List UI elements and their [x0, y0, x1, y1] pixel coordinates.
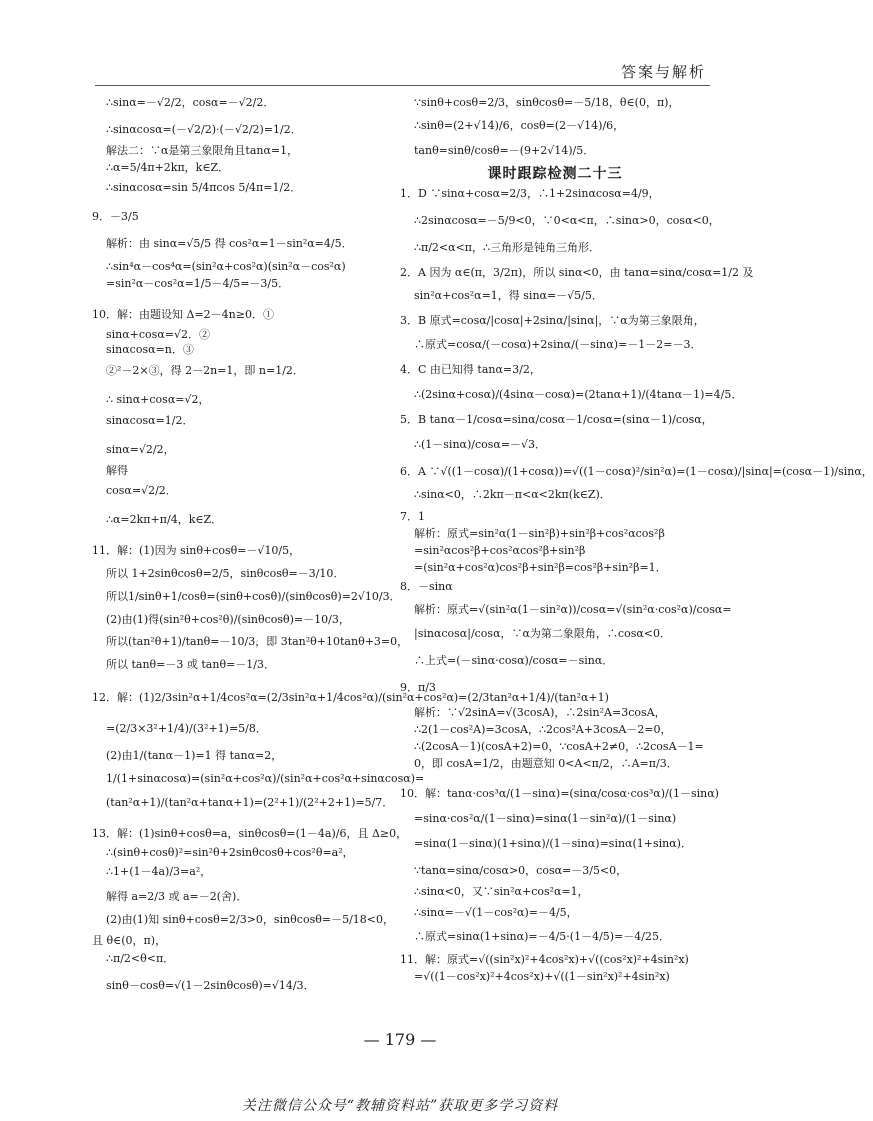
right-column-top — [400, 96, 710, 159]
solution-line: (2)由(1)得(sin²θ+cos²θ)/(sinθcosθ)=－10/3， — [106, 612, 350, 626]
solution-line: 0，即 cosA=1/2，由题意知 0<A<π/2，∴A=π/3． — [414, 756, 678, 770]
section-title: 课时跟踪检测二十三 — [487, 165, 623, 182]
solution-line: tanθ=sinθ/cosθ=－(9+2√14)/5． — [414, 143, 595, 157]
solution-line: (2)由1/(tanα－1)=1 得 tanα=2， — [106, 748, 283, 762]
solution-line: 解析：原式=sin²α(1－sin²β)+sin²β+cos²αcos²β — [414, 527, 665, 541]
solution-line: ∴上式=(－sinα·cosα)/cosα=－sinα． — [414, 654, 614, 668]
solution-line: (2)由(1)知 sinθ+cosθ=2/3>0，sinθcosθ=－5/18<0， — [106, 912, 394, 926]
solution-line: 4．C 由已知得 tanα=3/2， — [400, 363, 541, 377]
solution-line: 13．解：(1)sinθ+cosθ=a，sinθcosθ=(1－4a)/6，且 Δ≥0， — [92, 827, 408, 841]
solution-line: ∴sinα<0，又∵sin²α+cos²α=1， — [414, 884, 589, 898]
solution-line: sinα=√2/2， — [106, 442, 175, 456]
solution-line: ∴sinα=－√(1－cos²α)=－4/5， — [414, 905, 578, 919]
solution-line: ∴2sinαcosα=－5/9<0，∵0<α<π，∴sinα>0，cosα<0， — [414, 214, 720, 228]
solution-line: 8．－sinα — [400, 579, 453, 593]
solution-line: 解析：∵√2sinA=√(3cosA)，∴2sin²A=3cosA， — [414, 705, 666, 719]
solution-line: sinθ－cosθ=√(1－2sinθcosθ)=√14/3． — [106, 979, 315, 993]
solution-line: =sinα(1－sinα)(1+sinα)/(1－sinα)=sinα(1+sinα)． — [414, 837, 692, 851]
solution-line: 10．解：由题设知 Δ=2－4n≥0．① — [92, 307, 274, 321]
solution-line: ∴ sinα+cosα=√2， — [106, 392, 210, 406]
solution-line: =sin²α－cos²α=1/5－4/5=－3/5． — [106, 276, 290, 290]
right-column — [400, 96, 873, 985]
solution-line: ∴(2sinα+cosα)/(4sinα－cosα)=(2tanα+1)/(4tanα－1)=4/5． — [414, 388, 743, 402]
solution-line: ∴sinθ=(2+√14)/6，cosθ=(2－√14)/6， — [414, 118, 625, 132]
solution-line: 解得 a=2/3 或 a=－2(舍)． — [106, 889, 248, 903]
footer-note: 关注微信公众号“教辅资料站”获取更多学习资料 — [241, 1098, 559, 1114]
solution-line: ∴α=5/4π+2kπ，k∈Z． — [106, 160, 230, 174]
solution-line: ∴π/2<α<π，∴三角形是钝角三角形． — [414, 241, 601, 255]
solution-line: =sin²αcos²β+cos²αcos²β+sin²β — [414, 544, 586, 558]
solution-line: 解得 — [106, 463, 128, 477]
solution-line: ∴原式=sinα(1+sinα)=－4/5·(1－4/5)=－4/25． — [414, 930, 670, 944]
solution-line: 3．B 原式=cosα/|cosα|+2sinα/|sinα|，∵α为第三象限角， — [400, 313, 705, 327]
solution-line: sinα+cosα=√2．② — [106, 328, 210, 342]
solution-line: ∴π/2<θ<π． — [106, 952, 175, 966]
solution-line: ∴原式=cosα/(－cosα)+2sinα/(－sinα)=－1－2=－3． — [414, 338, 702, 352]
solution-line: cosα=√2/2． — [106, 484, 177, 498]
solution-line: sin²α+cos²α=1，得 sinα=－√5/5． — [414, 288, 603, 302]
solution-line: 1/(1+sinαcosα)=(sin²α+cos²α)/(sin²α+cos²α+sinαcosα)= — [106, 771, 425, 785]
solution-line: ∴(1－sinα)/cosα=－√3． — [414, 437, 547, 451]
solution-line: =(sin²α+cos²α)cos²β+sin²β=cos²β+sin²β=1． — [414, 560, 667, 574]
solution-line: ∵sinθ+cosθ=2/3，sinθcosθ=－5/18，θ∈(0，π)， — [414, 96, 680, 109]
solution-line: ②²－2×③，得 2－2n=1，即 n=1/2． — [106, 364, 304, 378]
solution-line: |sinαcosα|/cosα，∵α为第二象限角，∴cosα<0． — [414, 627, 672, 641]
solution-line: 12．解：(1)2/3sin²α+1/4cos²α=(2/3sin²α+1/4cos²α)/(sin²α+cos²α)=(2/3tan²α+1/4)/(tan²α+1) — [92, 691, 609, 705]
solution-line: ∴sinα=－√2/2，cosα=－√2/2． — [106, 96, 275, 109]
solution-line: 所以(tan²θ+1)/tanθ=－10/3，即 3tan²θ+10tanθ+3=0， — [106, 635, 409, 649]
solution-line: 11．解：(1)因为 sinθ+cosθ=－√10/5， — [92, 544, 301, 558]
solution-line: =√((1－cos²x)²+4cos²x)+√((1－sin²x)²+4sin²x) — [414, 970, 670, 984]
solution-line: ∴sinαcosα=(－√2/2)·(－√2/2)=1/2． — [106, 122, 302, 136]
solution-line: 9．π/3 — [400, 681, 436, 695]
solution-line: 解析：原式=√(sin²α(1－sin²α))/cosα=√(sin²α·cos²α)/cosα= — [414, 602, 732, 616]
solution-line: 10．解：tanα·cos³α/(1－sinα)=(sinα/cosα·cos³α)/(1－sinα) — [400, 787, 719, 801]
solution-line: ∴sin⁴α－cos⁴α=(sin²α+cos²α)(sin²α－cos²α) — [106, 259, 346, 273]
header-title: 答案与解析 — [620, 63, 706, 81]
solution-line: ∴1+(1－4a)/3=a²， — [106, 865, 212, 878]
solution-line: 解析：由 sinα=√5/5 得 cos²α=1－sin²α=4/5． — [106, 237, 353, 251]
solution-line: 9．－3/5 — [92, 210, 139, 224]
solution-line: 11．解：原式=√((sin²x)²+4cos²x)+√((cos²x)²+4sin²x) — [400, 953, 689, 967]
solution-line: 2．A 因为 α∈(π，3/2π)，所以 sinα<0，由 tanα=sinα/cosα=1/2 及 — [400, 265, 754, 279]
solution-line: =(2/3×3²+1/4)/(3²+1)=5/8． — [106, 721, 267, 735]
solution-line: =sinα·cos²α/(1－sinα)=sinα(1－sin²α)/(1－sinα) — [414, 812, 677, 826]
solution-line: 所以 1+2sinθcosθ=2/5，sinθcosθ=－3/10． — [106, 566, 345, 580]
solution-line: ∵tanα=sinα/cosα>0，cosα=－3/5<0， — [414, 863, 628, 877]
solution-line: (tan²α+1)/(tan²α+tanα+1)=(2²+1)/(2²+2+1)=5/7． — [106, 796, 394, 810]
page-header — [95, 55, 710, 86]
solution-line: 且 θ∈(0，π)， — [92, 933, 167, 947]
page-number: — 179 — — [363, 1030, 437, 1049]
solution-line: 6．A ∵√((1－cosα)/(1+cosα))=√((1－cosα)²/sin²α)=(1－cosα)/|sinα|=(cosα－1)/sinα， — [400, 464, 873, 478]
solution-line: 7．1 — [400, 510, 425, 524]
solution-line: 所以1/sinθ+1/cosθ=(sinθ+cosθ)/(sinθcosθ)=2√10/3． — [106, 589, 401, 603]
solution-line: ∴sinα<0，∴2kπ－π<α<2kπ(k∈Z)． — [414, 487, 611, 501]
solution-line: ∴α=2kπ+π/4，k∈Z． — [106, 513, 223, 527]
solution-line: 1．D ∵sinα+cosα=2/3，∴1+2sinαcosα=4/9， — [400, 187, 660, 201]
right-column-answers — [400, 187, 873, 985]
solution-line: ∴sinαcosα=sin 5/4πcos 5/4π=1/2． — [106, 181, 302, 195]
solution-line: 所以 tanθ=－3 或 tanθ=－1/3． — [106, 658, 275, 672]
solution-line: 5．B tanα－1/cosα=sinα/cosα－1/cosα=(sinα－1)/cosα， — [400, 413, 713, 427]
solution-line: ∴2(1－cos²A)=3cosA，∴2cos²A+3cosA－2=0， — [414, 722, 672, 736]
solution-line: ∴(2cosA－1)(cosA+2)=0，∵cosA+2≠0，∴2cosA－1= — [414, 739, 704, 753]
solution-line: sinαcosα=1/2． — [106, 413, 194, 427]
solution-line: 解法二：∵α是第三象限角且tanα=1， — [106, 143, 299, 157]
solution-line: sinαcosα=n．③ — [106, 343, 194, 357]
solution-line: ∴(sinθ+cosθ)²=sin²θ+2sinθcosθ+cos²θ=a²， — [106, 846, 354, 860]
